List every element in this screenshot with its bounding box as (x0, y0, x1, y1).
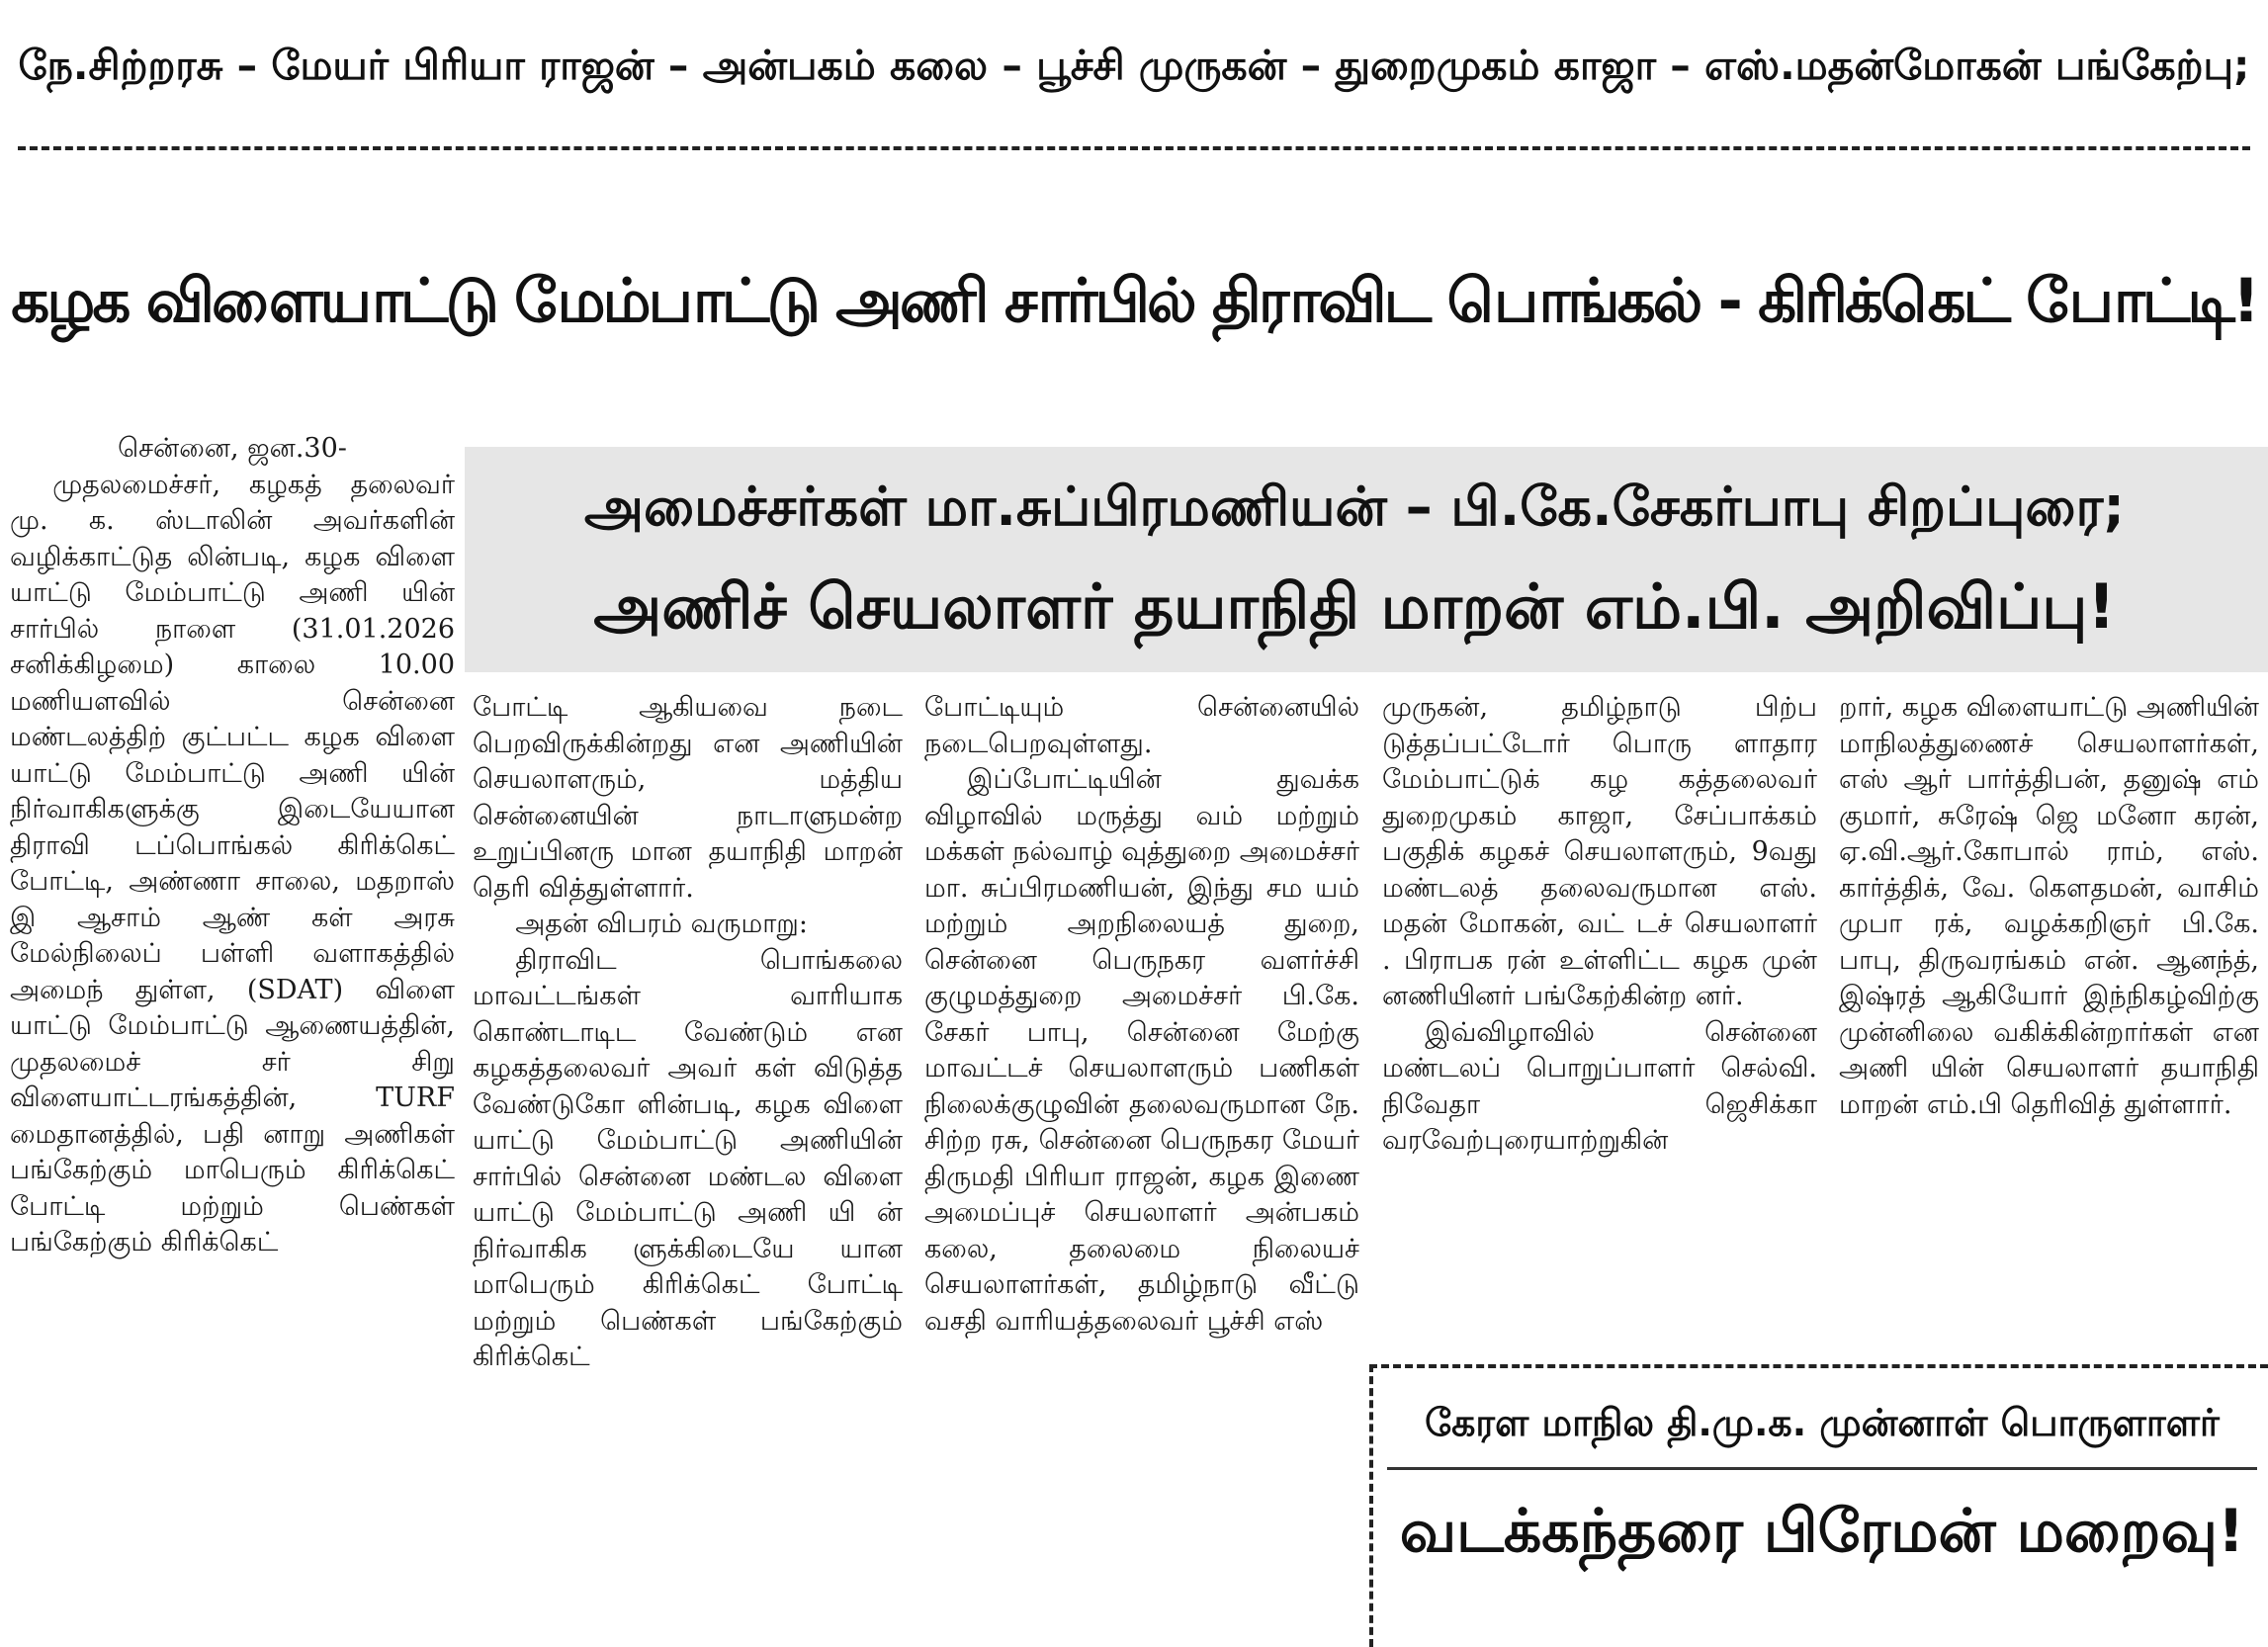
subheadline-box (465, 447, 2268, 672)
article-column-1 (10, 431, 455, 1647)
article-column-4 (1382, 690, 1817, 1362)
kerala-divider (1387, 1467, 2257, 1470)
kerala-news-box (1369, 1364, 2268, 1647)
article-paragraph: றார், கழக விளையாட்டு அணியின் மாநிலத்துணைச் செயலாளர்கள், எஸ் ஆர் பார்த்திபன், தனுஷ் எம் குமார், சுரேஷ் ஜெ மனோ கரன், ஏ.வி.ஆர்.கோபால் ராம், எஸ். கார்த்திக், வே. கௌதமன், வாசிம் முபா ரக், வழக்கறிஞர் பி.கே. பாபு, திருவரங்கம் என். ஆனந்த், இஷ்ரத் ஆகியோர் இந்நிகழ்விற்கு முன்னிலை வகிக்கின்றார்கள் என அணி யின் செயலாளர் தயாநிதி மாறன் எம்.பி தெரிவித் துள்ளார். (1839, 692, 2259, 1120)
subheadline-line-2: அணிச் செயலாளர் தயாநிதி மாறன் எம்.பி. அறிவிப்பு! (593, 570, 2116, 643)
article-paragraph: திராவிட பொங்கலை மாவட்டங்கள் வாரியாக கொண்டாடிட வேண்டும் என கழகத்தலைவர் அவர் கள் விடுத்த வேண்டுகோ ளின்படி, கழக விளை யாட்டு மேம்பாட்டு அணியின் சார்பில் சென்னை மண்டல விளை யாட்டு மேம்பாட்டு அணி யி ன் நிர்வாகிக ளுக்கிடையே யான மாபெரும் கிரிக்கெட் போட்டி மற்றும் பெண்கள் பங்கேற்கும் கிரிக்கெட் (473, 944, 903, 1372)
article-paragraph: அதன் விபரம் வருமாறு: (515, 909, 808, 939)
article-column-5 (1839, 690, 2259, 1362)
article-paragraph: போட்டி ஆகியவை நடை பெறவிருக்கின்றது என அணியின் செயலாளரும், மத்திய சென்னையின் நாடாளுமன்ற உறுப்பினரு மான தயாநிதி மாறன் தெரி வித்துள்ளார். (473, 692, 903, 904)
kerala-headline: வடக்கந்தரை பிரேமன் மறைவு! (1399, 1497, 2245, 1566)
article-column-3 (924, 690, 1359, 1647)
article-paragraph: இப்போட்டியின் துவக்க விழாவில் மருத்து வம் மற்றும் மக்கள் நல்வாழ் வுத்துறை அமைச்சர் மா. சுப்பிரமணியன், இந்து சம யம் மற்றும் அறநிலையத் துறை, சென்னை பெருநகர வளர்ச்சி குழுமத்துறை அமைச்சர் பி.கே. சேகர் பாபு, சென்னை மேற்கு மாவட்டச் செயலாளரும் பணிகள் நிலைக்குழுவின் தலைவருமான நே. சிற்ற ரசு, சென்னை பெருநகர மேயர் திருமதி பிரியா ராஜன், கழக இணை அமைப்புச் செயலாளர் அன்பகம் கலை, தலைமை நிலையச் செயலாளர்கள், தமிழ்நாடு வீட்டு வசதி வாரியத்தலைவர் பூச்சி எஸ் (924, 764, 1359, 1337)
article-paragraph: இவ்விழாவில் சென்னை மண்டலப் பொறுப்பாளர் செல்வி. நிவேதா ஜெசிக்கா வரவேற்புரையாற்றுகின் (1382, 1016, 1817, 1156)
subheadline-line-1: அமைச்சர்கள் மா.சுப்பிரமணியன் – பி.கே.சேகர்பாபு சிறப்புரை; (584, 476, 2125, 538)
article-paragraph: முதலமைச்சர், கழகத் தலைவர் மு. க. ஸ்டாலின் அவர்களின் வழிக்காட்டுத லின்படி, கழக விளை யாட்டு மேம்பாட்டு அணி யின் சார்பில் நாளை (31.01.2026 சனிக்கிழமை) காலை 10.00 மணியளவில் சென்னை மண்டலத்திற் குட்பட்ட கழக விளை யாட்டு மேம்பாட்டு அணி யின் நிர்வாகிகளுக்கு இடையேயான திராவி டப்பொங்கல் கிரிக்கெட் போட்டி, அண்ணா சாலை, மதறாஸ் இ ஆசாம் ஆண் கள் அரசு மேல்நிலைப் பள்ளி வளாகத்தில் அமைந் துள்ள, (SDAT) விளை யாட்டு மேம்பாட்டு ஆணையத்தின், முதலமைச் சர் சிறு விளையாட்டரங்கத்தின், TURF மைதானத்தில், பதி னாறு அணிகள் பங்கேற்கும் மாபெரும் கிரிக்கெட் போட்டி மற்றும் பெண்கள் பங்கேற்கும் கிரிக்கெட் (10, 469, 455, 1257)
article-column-2 (473, 690, 903, 1647)
article-paragraph: போட்டியும் சென்னையில் நடைபெறவுள்ளது. (924, 692, 1359, 759)
article-paragraph: முருகன், தமிழ்நாடு பிற்ப டுத்தப்பட்டோர் பொரு ளாதார மேம்பாட்டுக் கழ கத்தலைவர் துறைமுகம் காஜா, சேப்பாக்கம் பகுதிக் கழகச் செயலாளரும், 9வது மண்டலத் தலைவருமான எஸ். மதன் மோகன், வட் டச் செயலாளர் . பிராபக ரன் உள்ளிட்ட கழக முன் னணியினர் பங்கேற்கின்ற னர். (1382, 692, 1817, 1011)
kicker-divider (18, 146, 2250, 150)
main-headline: கழக விளையாட்டு மேம்பாட்டு அணி சார்பில் திராவிட பொங்கல் - கிரிக்கெட் போட்டி! (11, 266, 2257, 336)
dateline: சென்னை, ஜன.30- (118, 433, 347, 464)
kicker-banner (0, 0, 2268, 163)
kicker-text: நே.சிற்றரசு – மேயர் பிரியா ராஜன் – அன்பகம் கலை – பூச்சி முருகன் – துறைமுகம் காஜா – எஸ்.மதன்மோகன் பங்கேற்பு; (18, 42, 2250, 89)
kerala-kicker: கேரள மாநில தி.மு.க. முன்னாள் பொருளாளர் (1425, 1401, 2220, 1444)
